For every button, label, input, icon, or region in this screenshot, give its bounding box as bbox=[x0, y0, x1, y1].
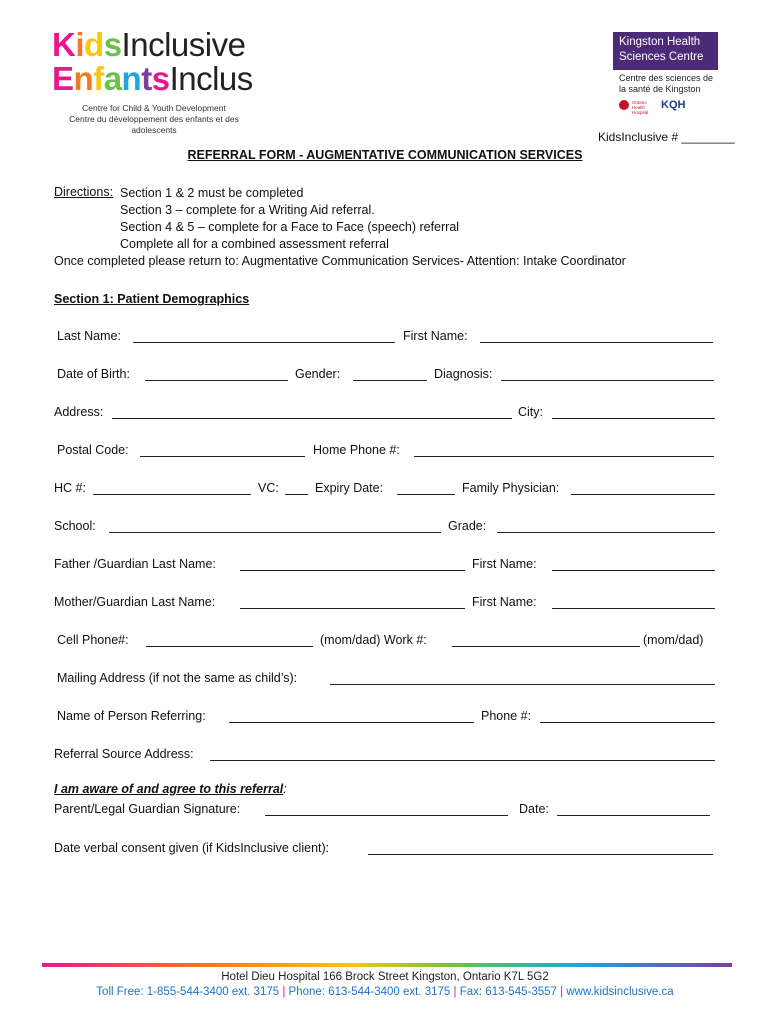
consent-heading bbox=[54, 782, 287, 796]
logo-letter: f bbox=[93, 60, 104, 97]
address-field[interactable] bbox=[112, 418, 512, 419]
logo-word-enfants bbox=[52, 60, 170, 97]
referral-source-address-field[interactable] bbox=[210, 760, 715, 761]
mother-first-name-label: First Name: bbox=[472, 595, 537, 609]
home-phone-field[interactable] bbox=[414, 456, 714, 457]
referrer-name-label: Name of Person Referring: bbox=[57, 709, 206, 723]
family-physician-field[interactable] bbox=[571, 494, 715, 495]
logo-word-kids bbox=[52, 26, 122, 63]
referrer-name-field[interactable] bbox=[229, 722, 474, 723]
khsc-fr-line1: Centre des sciences de bbox=[619, 73, 714, 83]
gender-field[interactable] bbox=[353, 380, 427, 381]
city-field[interactable] bbox=[552, 418, 715, 419]
mailing-address-label: Mailing Address (if not the same as child’s): bbox=[57, 671, 298, 685]
gender-label: Gender: bbox=[295, 367, 341, 381]
footer-phone: Phone: 613-544-3400 ext. 3175 bbox=[288, 986, 451, 998]
city-label: City: bbox=[518, 405, 543, 419]
form-title: REFERRAL FORM - AUGMENTATIVE COMMUNICATION SERVICES bbox=[187, 148, 583, 162]
logo-letter: a bbox=[103, 60, 122, 97]
logo-word-inclus: Inclus bbox=[169, 60, 253, 97]
dob-label: Date of Birth: bbox=[57, 367, 130, 381]
directions-line-4: Complete all for a combined assessment referral bbox=[120, 237, 389, 251]
footer-color-bar bbox=[42, 963, 732, 967]
first-name-label: First Name: bbox=[403, 329, 468, 343]
footer-website-link[interactable]: www.kidsinclusive.ca bbox=[566, 986, 674, 998]
khsc-logo bbox=[613, 32, 718, 70]
footer-address: Hotel Dieu Hospital 166 Brock Street Kingston, Ontario K7L 5G2 bbox=[221, 971, 549, 983]
logo-word-inclusive: Inclusive bbox=[121, 26, 246, 63]
logo-letter: n bbox=[73, 60, 94, 97]
first-name-field[interactable] bbox=[480, 342, 713, 343]
expiry-date-label: Expiry Date: bbox=[315, 481, 384, 495]
hc-label: HC #: bbox=[54, 481, 86, 495]
partner-logos bbox=[619, 98, 719, 114]
partner1-label: Ontario Health Hospital bbox=[632, 100, 649, 115]
school-field[interactable] bbox=[109, 532, 441, 533]
logo-letter: s bbox=[103, 26, 122, 63]
signature-date-field[interactable] bbox=[557, 815, 710, 816]
guardian-signature-label: Parent/Legal Guardian Signature: bbox=[54, 802, 241, 816]
footer-contact bbox=[0, 986, 770, 998]
father-last-name-label: Father /Guardian Last Name: bbox=[54, 557, 216, 571]
kidsinclusive-logo bbox=[52, 28, 253, 96]
mom-dad-label: (mom/dad) bbox=[643, 633, 704, 647]
footer-fax: Fax: 613-545-3557 bbox=[459, 986, 557, 998]
cell-phone-field[interactable] bbox=[146, 646, 313, 647]
logo-letter: n bbox=[121, 60, 142, 97]
diagnosis-field[interactable] bbox=[501, 380, 714, 381]
consent-heading-text: I am aware of and agree to this referral bbox=[54, 782, 284, 796]
logo-subtitle-fr: Centre du développement des enfants et des adolescents bbox=[69, 114, 239, 135]
directions-line-2: Section 3 – complete for a Writing Aid referral. bbox=[120, 203, 375, 217]
logo-letter: E bbox=[52, 60, 74, 97]
logo-letter: K bbox=[52, 26, 76, 63]
logo-letter: t bbox=[141, 60, 152, 97]
postal-code-label: Postal Code: bbox=[57, 443, 129, 457]
mother-last-name-label: Mother/Guardian Last Name: bbox=[54, 595, 216, 609]
father-first-name-label: First Name: bbox=[472, 557, 537, 571]
logo-subtitle bbox=[54, 103, 254, 136]
directions-line-3: Section 4 & 5 – complete for a Face to Face (speech) referral bbox=[120, 220, 460, 234]
consent-heading-colon: : bbox=[283, 782, 287, 796]
diagnosis-label: Diagnosis: bbox=[434, 367, 493, 381]
verbal-consent-label: Date verbal consent given (if KidsInclusive client): bbox=[54, 841, 330, 855]
hc-field[interactable] bbox=[93, 494, 251, 495]
directions-line-1: Section 1 & 2 must be completed bbox=[120, 186, 304, 200]
khsc-name-line1: Kingston Health bbox=[619, 36, 701, 48]
hospital-icon bbox=[619, 100, 629, 110]
footer-separator: | bbox=[453, 986, 457, 998]
verbal-consent-field[interactable] bbox=[368, 854, 713, 855]
footer-tollfree: Toll Free: 1-855-544-3400 ext. 3175 bbox=[96, 986, 280, 998]
footer-separator: | bbox=[560, 986, 564, 998]
logo-letter: i bbox=[75, 26, 85, 63]
referrer-phone-label: Phone #: bbox=[481, 709, 532, 723]
vc-label: VC: bbox=[258, 481, 279, 495]
father-last-name-field[interactable] bbox=[240, 570, 465, 571]
referral-source-address-label: Referral Source Address: bbox=[54, 747, 194, 761]
family-physician-label: Family Physician: bbox=[462, 481, 560, 495]
work-phone-field[interactable] bbox=[452, 646, 640, 647]
work-phone-label: (mom/dad) Work #: bbox=[320, 633, 427, 647]
grade-label: Grade: bbox=[448, 519, 487, 533]
kidsinclusive-number: KidsInclusive # ________ bbox=[598, 130, 735, 144]
logo-letter: s bbox=[151, 60, 170, 97]
kqh-logo: KQH bbox=[661, 99, 686, 111]
grade-field[interactable] bbox=[497, 532, 715, 533]
vc-field[interactable] bbox=[285, 494, 308, 495]
expiry-date-field[interactable] bbox=[397, 494, 455, 495]
khsc-french-name bbox=[619, 73, 713, 95]
return-instructions: Once completed please return to: Augmentative Communication Services- Attention: Intake Coordinator bbox=[54, 254, 626, 268]
home-phone-label: Home Phone #: bbox=[313, 443, 400, 457]
mother-last-name-field[interactable] bbox=[240, 608, 465, 609]
signature-date-label: Date: bbox=[519, 802, 549, 816]
section1-title: Section 1: Patient Demographics bbox=[54, 292, 250, 306]
khsc-fr-line2: la santé de Kingston bbox=[619, 84, 701, 94]
postal-code-field[interactable] bbox=[140, 456, 305, 457]
mailing-address-field[interactable] bbox=[330, 684, 715, 685]
father-first-name-field[interactable] bbox=[552, 570, 715, 571]
cell-phone-label: Cell Phone#: bbox=[57, 633, 129, 647]
directions-label: Directions: bbox=[54, 185, 114, 199]
school-label: School: bbox=[54, 519, 96, 533]
dob-field[interactable] bbox=[145, 380, 288, 381]
khsc-name-line2: Sciences Centre bbox=[619, 51, 704, 63]
referrer-phone-field[interactable] bbox=[540, 722, 715, 723]
last-name-label: Last Name: bbox=[57, 329, 121, 343]
logo-letter: d bbox=[84, 26, 104, 63]
logo-subtitle-en: Centre for Child & Youth Development bbox=[82, 103, 226, 113]
guardian-signature-field[interactable] bbox=[265, 815, 508, 816]
address-label: Address: bbox=[54, 405, 104, 419]
last-name-field[interactable] bbox=[133, 342, 395, 343]
mother-first-name-field[interactable] bbox=[552, 608, 715, 609]
footer-separator: | bbox=[282, 986, 286, 998]
